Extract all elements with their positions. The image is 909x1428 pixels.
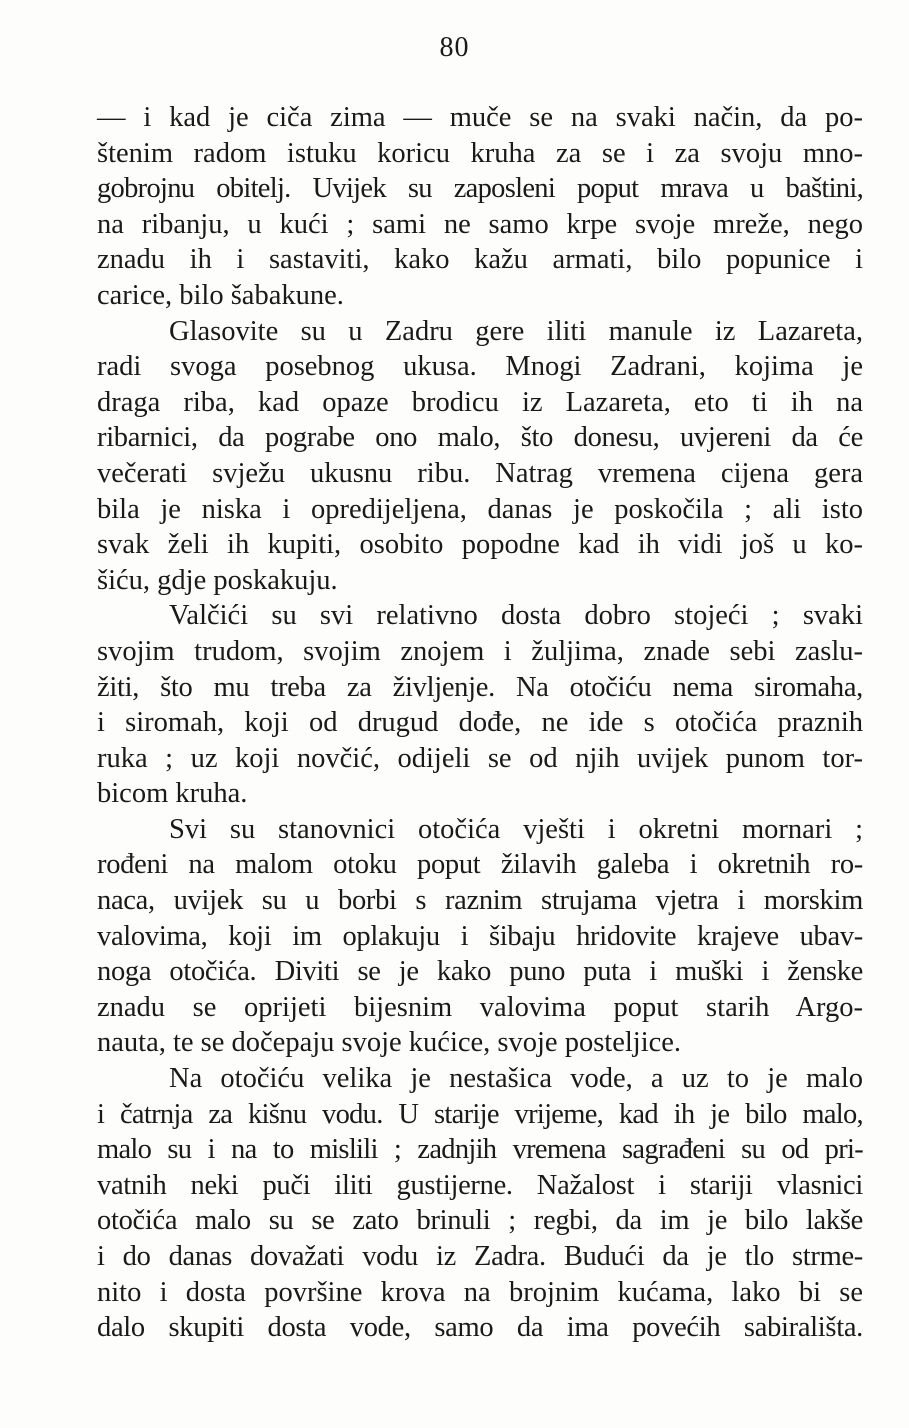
text-line: draga riba, kad opaze brodicu iz Lazareta, eto ti ih na — [97, 386, 863, 418]
paragraph-4 — [97, 812, 863, 1061]
text-line: nito i dosta površine krova na brojnim kućama, lako bi se — [97, 1276, 863, 1308]
paragraph-3 — [97, 598, 863, 812]
text-line: i siromah, koji od drugud dođe, ne ide s otočića praznih — [97, 707, 863, 739]
text-line: Svi su stanovnici otočića vješti i okretni mornari ; — [169, 813, 863, 845]
body-text — [97, 100, 863, 1346]
text-line: svak želi ih kupiti, osobito popodne kad ih vidi još u ko- — [97, 529, 863, 561]
text-line: ruka ; uz koji novčić, odijeli se od njih uvijek punom tor- — [97, 742, 863, 774]
text-line: bila je niska i opredijeljena, danas je poskočila ; ali isto — [97, 493, 863, 525]
text-line: šiću, gdje poskakuju. — [97, 564, 338, 596]
text-line: žiti, što mu treba za življenje. Na otočiću nema siromaha, — [97, 671, 863, 703]
paragraph-1 — [97, 100, 863, 314]
text-line: radi svoga posebnog ukusa. Mnogi Zadrani, kojima je — [97, 351, 863, 383]
text-line: i do danas dovažati vodu iz Zadra. Budući da je tlo strme- — [97, 1241, 863, 1272]
text-line: Valčići su svi relativno dosta dobro stojeći ; svaki — [169, 600, 863, 632]
paragraph-5 — [97, 1061, 863, 1346]
page-number: 80 — [439, 32, 470, 63]
paragraph-2 — [97, 314, 863, 599]
text-line: dalo skupiti dosta vode, samo da ima povećih sabirališta. — [97, 1312, 863, 1344]
text-line: otočića malo su se zato brinuli ; regbi, da im je bilo lakše — [97, 1205, 863, 1237]
text-line: noga otočića. Diviti se je kako puno puta i muški i ženske — [97, 956, 863, 988]
text-line: znadu se oprijeti bijesnim valovima poput starih Argo- — [97, 991, 863, 1023]
text-line: vatnih neki puči iliti gustijerne. Nažalost i stariji vlasnici — [97, 1169, 863, 1201]
text-line: štenim radom istuku koricu kruha za se i za svoju mno- — [97, 137, 863, 169]
text-line: — i kad je ciča zima — muče se na svaki način, da po- — [97, 102, 863, 133]
text-line: Na otočiću velika je nestašica vode, a uz to je malo — [169, 1063, 863, 1095]
text-line: rođeni na malom otoku poput žilavih galeba i okretnih ro- — [97, 849, 863, 881]
text-line: i čatrnja za kišnu vodu. U starije vrijeme, kad ih je bilo malo, — [97, 1098, 863, 1130]
text-line: na ribanju, u kući ; sami ne samo krpe svoje mreže, nego — [97, 208, 863, 240]
text-line: svojim trudom, svojim znojem i žuljima, znade sebi zaslu- — [97, 635, 863, 667]
text-line: ribarnici, da pograbe ono malo, što donesu, uvjereni da će — [97, 422, 863, 454]
text-line: znadu ih i sastaviti, kako kažu armati, bilo popunice i — [97, 244, 863, 276]
text-line: carice, bilo šabakune. — [97, 279, 344, 311]
text-line: bicom kruha. — [97, 778, 248, 810]
text-line: valovima, koji im oplakuju i šibaju hridovite krajeve ubav- — [97, 920, 863, 952]
text-line: nauta, te se dočepaju svoje kućice, svoje posteljice. — [97, 1027, 682, 1059]
text-line: Glasovite su u Zadru gere iliti manule iz Lazareta, — [169, 315, 863, 347]
text-line: naca, uvijek su u borbi s raznim strujama vjetra i morskim — [97, 885, 863, 917]
text-line: večerati svježu ukusnu ribu. Natrag vremena cijena gera — [97, 457, 863, 489]
text-line: malo su i na to mislili ; zadnjih vremena sagrađeni su od pri- — [97, 1134, 863, 1166]
text-line: gobrojnu obitelj. Uvijek su zaposleni poput mrava u baštini, — [97, 173, 863, 205]
